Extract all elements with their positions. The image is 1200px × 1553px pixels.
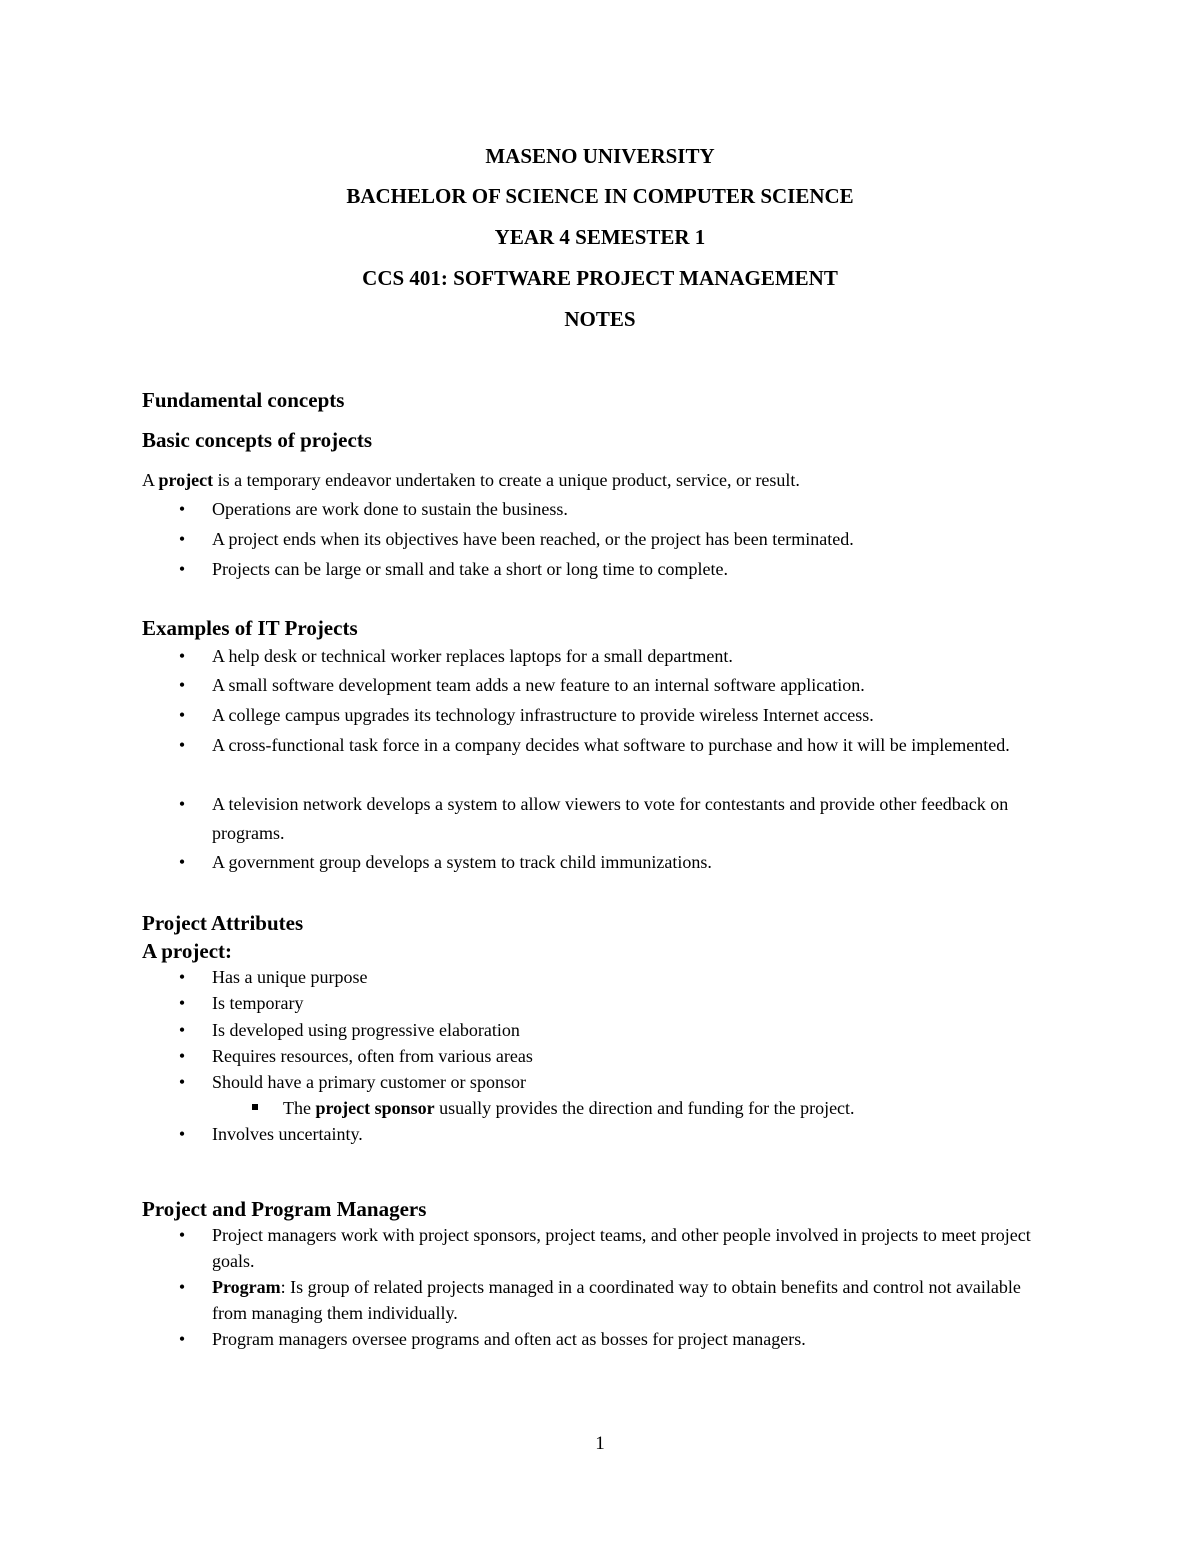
bullet-icon: •	[178, 735, 186, 755]
year-semester-title: YEAR 4 SEMESTER 1	[494, 225, 706, 249]
page-number: 1	[595, 1433, 605, 1454]
bullet-icon: •	[178, 499, 186, 519]
square-bullet-icon	[252, 1104, 258, 1110]
bullet-icon: •	[178, 1225, 186, 1245]
subheading-a-project: A project:	[142, 939, 232, 963]
bullet-icon: •	[178, 529, 186, 549]
university-title: MASENO UNIVERSITY	[485, 144, 715, 168]
bullet-icon: •	[178, 993, 186, 1013]
bullet-icon: •	[178, 1046, 186, 1066]
course-title: CCS 401: SOFTWARE PROJECT MANAGEMENT	[362, 266, 838, 290]
bullet-icon: •	[178, 559, 186, 579]
section-heading-examples-it-projects: Examples of IT Projects	[142, 616, 358, 640]
bullet-icon: •	[178, 852, 186, 872]
term-program: Program	[212, 1277, 281, 1297]
degree-title: BACHELOR OF SCIENCE IN COMPUTER SCIENCE	[346, 184, 854, 208]
bullet-icon: •	[178, 675, 186, 695]
bullet-icon: •	[178, 1072, 186, 1092]
section-heading-project-program-managers: Project and Program Managers	[142, 1197, 427, 1221]
bullet-icon: •	[178, 1277, 186, 1297]
bullet-icon: •	[178, 1020, 186, 1040]
bullet-icon: •	[178, 705, 186, 725]
bullet-icon: •	[178, 1124, 186, 1144]
section-heading-fundamental-concepts: Fundamental concepts	[142, 388, 345, 412]
term-project: project	[158, 470, 214, 490]
bullet-icon: •	[178, 1329, 186, 1349]
doc-type-title: NOTES	[564, 307, 636, 331]
document-page: MASENO UNIVERSITY BACHELOR OF SCIENCE IN COMPUTER SCIENCE YEAR 4 SEMESTER 1 CCS 401: SOFTWARE PROJECT MANAGEMENT NOTES Fundamental concepts Basic concepts of projects A project is a temporary endeavor undertaken to create a unique product, service, or result. • Operations are work done to sustain the business. • A project ends when its objectives have been reached, or the project has been terminated. • Projects can be large or small and take a short or long time to complete. Examples of IT Projects • A help desk or technical worker replaces laptops for a small department. • A small software development team adds a new feature to an internal software application. • A college campus upgrades its technology infrastructure to provide wireless Internet access. • A cross-functional task force in a company decides what software to purchase and how it will be implemented. • A television network develops a system to allow viewers to vote for contestants and provide other feedback on programs. • A government group develops a system to track child immunizations. Project Attributes A project: • Has a unique purpose • Is temporary • Is developed using progressive elaboration • Requires resources, often from various areas • Should have a primary customer or sponsor The project sponsor usually provides the direction and funding for the project. • Involves uncertainty. Project and Program Managers • Project managers work with project sponsors, project teams, and other people involved in projects to meet project goals. • Program: Is group of related projects managed in a coordinated way to obtain benefits and control not available from managing them individually. • Program managers oversee programs and often act as bosses for project managers. 1	[0, 0, 1200, 1553]
section-heading-project-attributes: Project Attributes	[142, 911, 304, 935]
term-project-sponsor: project sponsor	[315, 1098, 435, 1118]
project-definition: A project is a temporary endeavor undertaken to create a unique product, service, or result.	[142, 470, 800, 490]
bullet-icon: •	[178, 794, 186, 814]
subheading-basic-concepts: Basic concepts of projects	[142, 428, 372, 452]
bullet-icon: •	[178, 967, 186, 987]
bullet-icon: •	[178, 646, 186, 666]
